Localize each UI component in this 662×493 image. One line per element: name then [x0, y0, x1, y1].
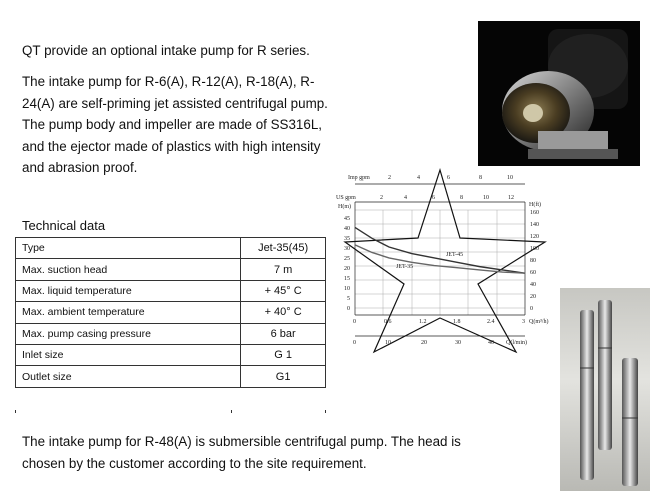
pump-curve-chart	[330, 168, 562, 354]
table-tick	[15, 410, 16, 413]
h-ft-label: H(ft)	[529, 202, 541, 208]
hm-tick: 20	[344, 266, 350, 272]
table-row	[16, 344, 326, 365]
q-m3h-tick: 1.8	[453, 319, 461, 325]
imp-tick: 4	[417, 175, 420, 181]
h-m-label: H(m)	[338, 204, 351, 210]
hft-tick: 120	[530, 234, 539, 240]
hm-tick: 35	[344, 236, 350, 242]
q-m3h-tick: 0	[353, 319, 356, 325]
spec-value: + 45° C	[241, 280, 326, 301]
q-lmin-tick: 30	[455, 340, 461, 346]
us-tick: 8	[460, 195, 463, 201]
q-m3h-label: Q(m³/h)	[529, 319, 549, 325]
table-row	[16, 302, 326, 323]
hm-tick: 15	[344, 276, 350, 282]
spec-value: G 1	[241, 344, 326, 365]
spec-value: Jet-35(45)	[241, 238, 326, 259]
imp-tick: 2	[388, 175, 391, 181]
q-lmin-tick: 40	[488, 340, 494, 346]
us-tick: 12	[508, 195, 514, 201]
jet-pump-description: The intake pump for R-6(A), R-12(A), R-18(A), R-24(A) are self-priming jet assisted centrifugal pump. The pump body and impeller are made of SS316L, and the ejector made of plastics with high intensity and abrasion proof.	[22, 74, 328, 175]
q-m3h-tick: 3	[522, 319, 525, 325]
us-tick: 4	[404, 195, 407, 201]
hm-tick: 5	[347, 296, 350, 302]
hft-tick: 40	[530, 282, 536, 288]
table-row	[16, 238, 326, 259]
spec-value: + 40° C	[241, 302, 326, 323]
hft-tick: 20	[530, 294, 536, 300]
q-m3h-tick: 2.4	[487, 319, 495, 325]
spec-label: Inlet size	[16, 344, 241, 365]
spec-value: G1	[241, 366, 326, 387]
table-tick	[325, 410, 326, 413]
spec-label: Max. ambient temperature	[16, 302, 241, 323]
spec-label: Outlet size	[16, 366, 241, 387]
table-row	[16, 323, 326, 344]
spec-value: 6 bar	[241, 323, 326, 344]
us-tick: 2	[380, 195, 383, 201]
hm-tick: 0	[347, 306, 350, 312]
q-m3h-tick: 0.6	[384, 319, 392, 325]
submersible-pump-description: The intake pump for R-48(A) is submersible centrifugal pump. The head is chosen by the customer according to the site requirement.	[22, 434, 461, 471]
spec-value: 7 m	[241, 259, 326, 280]
hm-tick: 10	[344, 286, 350, 292]
table-row	[16, 280, 326, 301]
hm-tick: 30	[344, 246, 350, 252]
us-gpm-label: US gpm	[336, 195, 356, 201]
hft-tick: 160	[530, 210, 539, 216]
hm-tick: 25	[344, 256, 350, 262]
hft-tick: 100	[530, 246, 539, 252]
technical-data-table	[15, 237, 326, 388]
chart-grid	[355, 210, 525, 315]
table-row	[16, 259, 326, 280]
hft-tick: 140	[530, 222, 539, 228]
us-tick: 6	[432, 195, 435, 201]
table-tick	[231, 410, 232, 413]
q-m3h-tick: 1.2	[419, 319, 427, 325]
imp-gpm-label: Imp gpm	[348, 175, 370, 181]
spec-label: Max. pump casing pressure	[16, 323, 241, 344]
imp-tick: 6	[447, 175, 450, 181]
q-lmin-tick: 20	[421, 340, 427, 346]
hft-tick: 0	[530, 306, 533, 312]
spec-label: Max. liquid temperature	[16, 280, 241, 301]
spec-label: Type	[16, 238, 241, 259]
q-lmin-tick: 10	[385, 340, 391, 346]
submersible-pump-photo	[560, 288, 650, 491]
jet-pump-photo	[478, 21, 640, 166]
series-label-jet45: JET-45	[446, 252, 464, 258]
us-tick: 10	[483, 195, 489, 201]
hft-tick: 80	[530, 258, 536, 264]
hft-tick: 60	[530, 270, 536, 276]
series-label-jet35: JET-35	[396, 264, 414, 270]
hm-tick: 40	[344, 226, 350, 232]
q-lmin-label: Q(l/min)	[506, 340, 527, 346]
intro-text: QT provide an optional intake pump for R series.	[22, 43, 310, 58]
technical-data-title: Technical data	[22, 218, 106, 233]
imp-tick: 8	[479, 175, 482, 181]
star-outline	[345, 170, 545, 352]
table-row	[16, 366, 326, 387]
hm-tick: 45	[344, 216, 350, 222]
spec-label: Max. suction head	[16, 259, 241, 280]
imp-tick: 10	[507, 175, 513, 181]
q-lmin-tick: 0	[353, 340, 356, 346]
